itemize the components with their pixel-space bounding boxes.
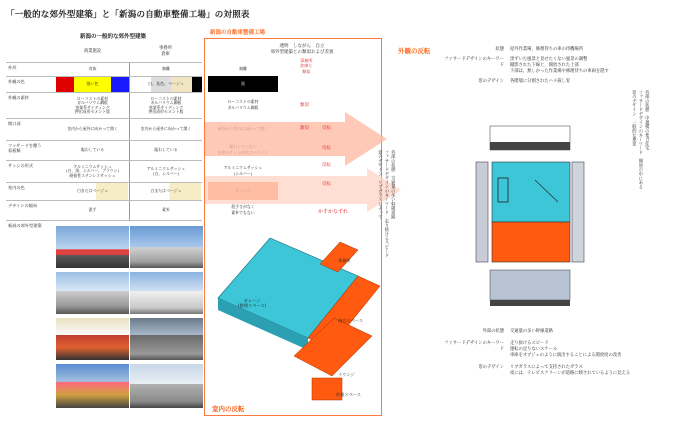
work-label: 作業スペース (336, 392, 361, 397)
vertical-note: 外部の状態 中規模の集合住宅 (644, 90, 650, 151)
factory-cell: 無難 (239, 66, 247, 71)
table-row (6, 160, 202, 182)
row-label: 外観の色 (8, 79, 25, 84)
note-similar: 類似 (300, 103, 309, 108)
column-label: 事務所 (159, 46, 172, 52)
interior-color-commercial (56, 183, 129, 200)
note-reversal-2: 反転 (322, 146, 331, 151)
row-label: ファサードを覆う 看板類 (8, 143, 42, 154)
exterior-item-text: 交通量の多い幹線道路 (510, 329, 553, 334)
photo-commercial-4 (56, 364, 129, 408)
column-sublabel: 倉庫 (161, 52, 170, 57)
photo-office-3 (130, 318, 203, 360)
row-label: 室内の色 (8, 185, 25, 190)
exterior-elevation-plan (440, 118, 620, 328)
table-row (6, 118, 202, 140)
vertical-note: 窓のデザイン リブガラスによって (377, 150, 383, 219)
lounge-label: ラウンジ (338, 372, 355, 377)
office-label: 事務所 (338, 258, 351, 263)
plan-rooms (492, 222, 570, 262)
comparison-table (6, 42, 202, 230)
color-swatch-office (129, 77, 202, 92)
column-label: 商業施設 (83, 49, 102, 55)
row-label: 開口部 (8, 121, 21, 126)
exterior-item-text: 黒ずいた風景と見せたくない風景の調整 撮影された下線と、開放された上部 下部は、無しかった作業場や修理待ちの車両を隠す (510, 57, 609, 74)
exterior-items-top (440, 46, 670, 84)
section-factory-title: 新潟の自動車整備工場 (210, 30, 266, 36)
photo-commercial-2 (56, 272, 129, 314)
table-row (6, 76, 202, 92)
office-photos (130, 226, 203, 416)
vertical-note: ファサードデザインのキーワード 開放の中にある (637, 90, 643, 189)
row-label: 新潟の郊外型建築 (8, 223, 42, 228)
note-slight-diff: かすかなずれ (318, 209, 349, 215)
exterior-item (440, 340, 670, 358)
factory-color-swatch: 黒 (208, 76, 278, 92)
table-row (6, 62, 202, 76)
plan-garage (492, 162, 570, 222)
exterior-item-label: 窓のデザイン (478, 79, 504, 84)
column-header-commercial (56, 42, 129, 62)
exterior-item-label: 外部の状態 (482, 329, 504, 334)
exterior-vertical-left (376, 150, 395, 300)
table-row (6, 140, 202, 160)
vertical-note: 窓のデザイン 一般的な連窓 (631, 90, 637, 146)
exterior-items-bottom (440, 328, 670, 376)
exterior-item (440, 364, 670, 376)
photo-office-2 (130, 272, 203, 314)
exterior-item (440, 78, 670, 84)
table-cell: ローコストの素材 ガルバリウム鋼板 窯業系サイディング 押出成形セメント版 (74, 95, 110, 114)
exterior-item-text: 走り抜けるスピード 運転の足りないスケール 車庫をオブジェのように演出することによる開放度の改善 (510, 341, 622, 358)
row-label: 外観の素材 (8, 95, 29, 100)
north-elevation-band (490, 142, 570, 150)
exterior-item-label: ファサードデザインのキーワード (444, 341, 504, 352)
table-cell: ローコストの素材 ガルバリウム鋼板 窯業系サイディング 押出成形セメント版 (129, 93, 202, 118)
table-cell: 無難 (129, 63, 202, 76)
note-office: 事務所 倉庫と 類似 (300, 58, 313, 74)
commercial-photos (56, 226, 129, 416)
factory-cell: 派手さがなく 素朴でもない (231, 204, 255, 215)
note-reversal-4: 反転 (322, 182, 331, 187)
table-cell: 室内から屋外に向かって開く (129, 119, 202, 140)
interior-color-office (129, 183, 202, 200)
table-cell: 賑わしている (80, 147, 105, 153)
exterior-item-text: リブガラスによって支持されたガラス 夜には、テレビスクリーンが道路に映されているように見える (510, 365, 631, 376)
exterior-item-label: ファサードデザインのキーワード (444, 57, 504, 68)
photo-office-1 (130, 226, 203, 268)
exterior-item (440, 328, 670, 334)
color-swatch-commercial (56, 77, 129, 92)
exterior-vertical-right (630, 90, 649, 240)
table-row (6, 200, 202, 220)
table-cell: アルミニウムサッシュ (白、シルバー) (129, 161, 202, 182)
exterior-item-label: 窓のデザイン (478, 365, 504, 370)
table-cell: 派手 (88, 207, 97, 213)
color-label: 強い色 (86, 81, 99, 87)
row-label: デザインの傾向 (8, 203, 38, 208)
factory-cell: ローコストの素材 ガルバリウム鋼板 (227, 99, 259, 110)
factory-cell: アルミニウムサッシュ (シルバー) (223, 165, 263, 176)
row-label: 外形 (8, 65, 17, 70)
note-similar-2: 類似 (300, 126, 309, 131)
exterior-item-label: 状態 (495, 47, 504, 52)
page-title: 「一般的な郊外型建築」と「新潟の自動車整備工場」の対照表 (6, 10, 250, 20)
east-elevation (572, 162, 584, 262)
table-cell: 賑わしている (129, 141, 202, 160)
exterior-reversal-title: 外観の反転 (398, 47, 431, 55)
table-cell: 奇抜 (88, 66, 97, 72)
west-elevation (476, 162, 488, 262)
arrow-sash (205, 168, 401, 212)
photo-commercial-3 (56, 318, 129, 360)
exterior-item-text: 各階層に分割されたハメ殺し窓 (510, 79, 571, 84)
exterior-item (440, 56, 670, 74)
exterior-item (440, 46, 670, 52)
arrow-opening (205, 112, 387, 166)
interior-reversal-title: 室内の反転 (212, 405, 245, 413)
note-reversal-3: 反転 (322, 163, 331, 168)
south-elevation-base (490, 300, 570, 306)
table-row (6, 182, 202, 200)
top-note: 透明 しながら 自立 郊外型建築との類似および差異 (270, 44, 334, 55)
waiting-label: 待合スペース (338, 318, 363, 323)
exterior-item-text: 屋外作業場、修理待ちの車の待機場所 (510, 47, 584, 52)
color-label: 白、灰色、ベージュ (148, 81, 184, 87)
south-elevation (490, 270, 570, 300)
table-header-row (6, 42, 202, 62)
table-row (6, 92, 202, 118)
table-cell: 室内から屋外に向かって開く (67, 126, 118, 132)
vertical-note: ファサードデザインのキーワード 走り抜けるスピード (383, 150, 389, 258)
garage-label: ガレージ (整理スペース) (238, 298, 267, 309)
table-cell: 素朴 (129, 201, 202, 220)
section-general-title: 新潟の一般的な郊外型建築 (80, 34, 147, 40)
row-label: サッシの形式 (8, 163, 34, 168)
vertical-note: 外部の状態 交通量の多い幹線道路 (390, 150, 396, 219)
table-cell: アルミニウムサッシュ (白、黒、シルバー、ブラウン) 耐候性ステンレスサッシュ (65, 163, 120, 178)
note-reversal-1: 反転 (322, 126, 331, 131)
table-cell: 白またはベージュ (131, 183, 201, 200)
column-header-office (129, 42, 202, 62)
table-cell: 白またはベージュ (57, 183, 128, 200)
photo-office-4 (130, 364, 203, 408)
photo-commercial-1 (56, 226, 129, 268)
